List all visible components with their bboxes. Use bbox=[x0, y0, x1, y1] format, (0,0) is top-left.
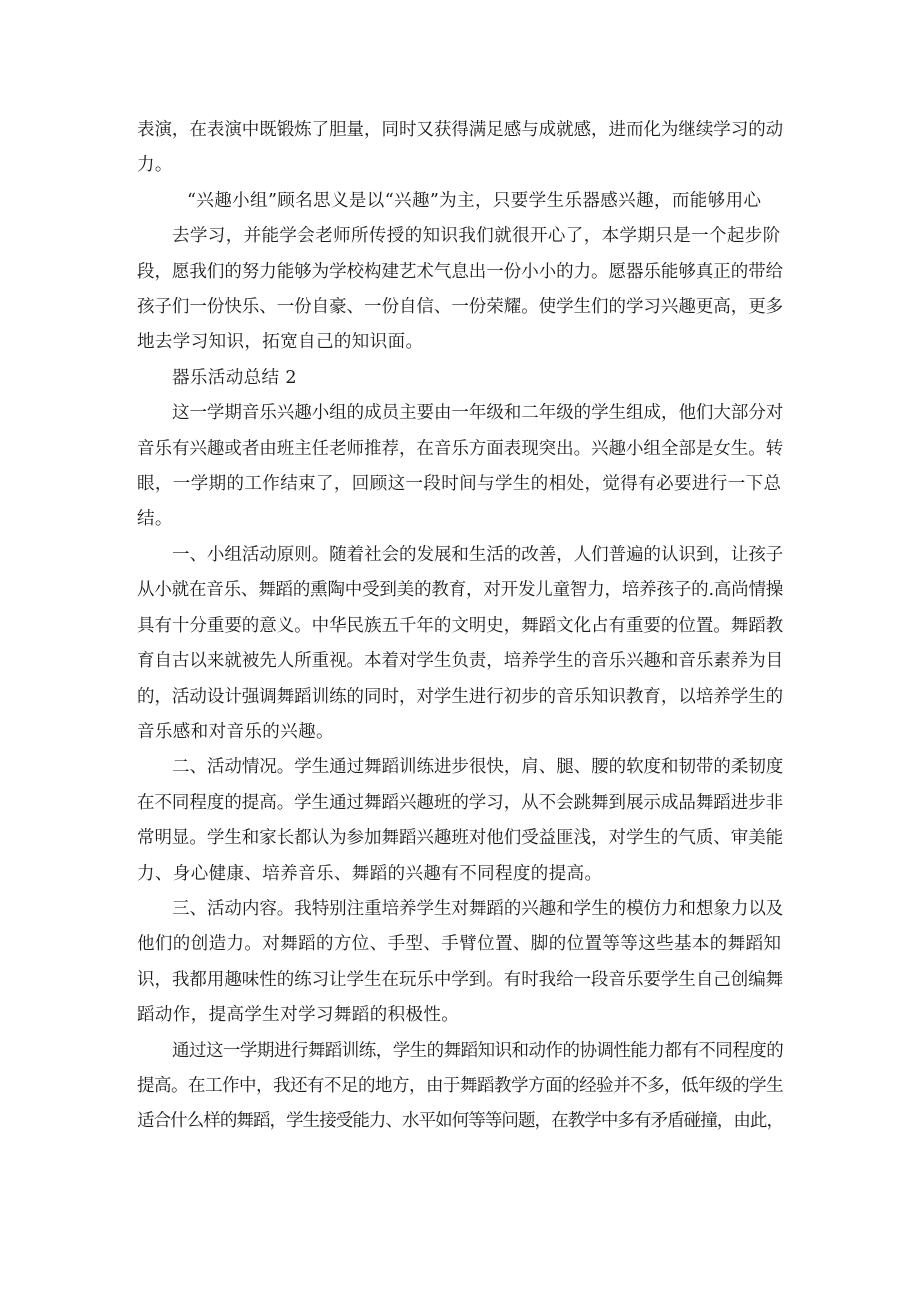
text-line: 提高。在工作中，我还有不足的地方，由于舞蹈教学方面的经验并不多，低年级的学生 bbox=[137, 1075, 784, 1096]
text-line: 孩子们一份快乐、一份自豪、一份自信、一份荣耀。使学生们的学习兴趣更高，更多 bbox=[137, 297, 784, 318]
text-line: 常明显。学生和家长都认为参加舞蹈兴趣班对他们受益匪浅，对学生的气质、审美能 bbox=[137, 828, 784, 849]
paragraph-intro bbox=[137, 396, 785, 538]
section-heading-text: 器乐活动总结 2 bbox=[172, 367, 297, 388]
paragraph-principles bbox=[137, 538, 785, 750]
text-line: 他们的创造力。对舞蹈的方位、手型、手臂位置、脚的位置等等这些基本的舞蹈知 bbox=[137, 934, 782, 955]
paragraph-conclusion bbox=[137, 1034, 785, 1140]
text-line: 二、活动情况。学生通过舞蹈训练进步很快，肩、腿、腰的软度和韧带的柔韧度 bbox=[172, 757, 784, 778]
text-line: 的，活动设计强调舞蹈训练的同时，对学生进行初步的音乐知识教育，以培养学生的 bbox=[137, 686, 784, 707]
text-line: 去学习，并能学会老师所传授的知识我们就很开心了，本学期只是一个起步阶 bbox=[172, 226, 781, 247]
text-line: 通过这一学期进行舞蹈训练，学生的舞蹈知识和动作的协调性能力都有不同程度的 bbox=[172, 1040, 784, 1061]
text-line: 力。 bbox=[137, 155, 173, 176]
text-line: 从小就在音乐、舞蹈的熏陶中受到美的教育，对开发儿童智力，培养孩子的.高尚情操 bbox=[137, 580, 784, 601]
text-line: 力、身心健康、培养音乐、舞蹈的兴趣有不同程度的提高。 bbox=[137, 863, 603, 884]
text-line: 识，我都用趣味性的练习让学生在玩乐中学到。有时我给一段音乐要学生自己创编舞 bbox=[137, 969, 784, 990]
paragraph-continuation bbox=[137, 113, 785, 184]
text-line: 段，愿我们的努力能够为学校构建艺术气息出一份小小的力。愿器乐能够真正的带给 bbox=[137, 261, 784, 282]
paragraph-content bbox=[137, 892, 785, 1034]
section-heading bbox=[137, 361, 785, 396]
text-line: 结。 bbox=[137, 509, 173, 530]
paragraph-situation bbox=[137, 750, 785, 892]
document-body bbox=[137, 113, 785, 1140]
text-line: “兴趣小组”顾名思义是以“兴趣”为主，只要学生乐器感兴趣，而能够用心 bbox=[187, 190, 762, 211]
text-line: 具有十分重要的意义。中华民族五千年的文明史，舞蹈文化占有重要的位置。舞蹈教 bbox=[137, 615, 784, 636]
text-line: 适合什么样的舞蹈，学生接受能力、水平如何等等问题，在教学中多有矛盾碰撞，由此， bbox=[137, 1111, 784, 1132]
text-line: 音乐有兴趣或者由班主任老师推荐，在音乐方面表现突出。兴趣小组全部是女生。转 bbox=[137, 438, 784, 459]
text-line: 三、活动内容。我特别注重培养学生对舞蹈的兴趣和学生的模仿力和想象力以及 bbox=[172, 898, 784, 919]
text-line: 眼，一学期的工作结束了，回顾这一段时间与学生的相处，觉得有必要进行一下总 bbox=[137, 474, 782, 495]
text-line: 表演，在表演中既锻炼了胆量，同时又获得满足感与成就感，进而化为继续学习的动 bbox=[137, 120, 784, 140]
text-line: 这一学期音乐兴趣小组的成员主要由一年级和二年级的学生组成，他们大部分对 bbox=[172, 403, 784, 424]
text-line: 蹈动作，提高学生对学习舞蹈的积极性。 bbox=[137, 1005, 460, 1026]
text-line: 在不同程度的提高。学生通过舞蹈兴趣班的学习，从不会跳舞到展示成品舞蹈进步非 bbox=[137, 792, 784, 813]
text-line: 地去学习知识，拓宽自己的知识面。 bbox=[137, 332, 424, 353]
text-line: 育自古以来就被先人所重视。本着对学生负责，培养学生的音乐兴趣和音乐素养为目 bbox=[137, 651, 784, 672]
text-line: 音乐感和对音乐的兴趣。 bbox=[137, 721, 334, 742]
paragraph-interest-group bbox=[137, 184, 785, 361]
text-line: 一、小组活动原则。随着社会的发展和生活的改善，人们普遍的认识到，让孩子 bbox=[172, 544, 784, 565]
